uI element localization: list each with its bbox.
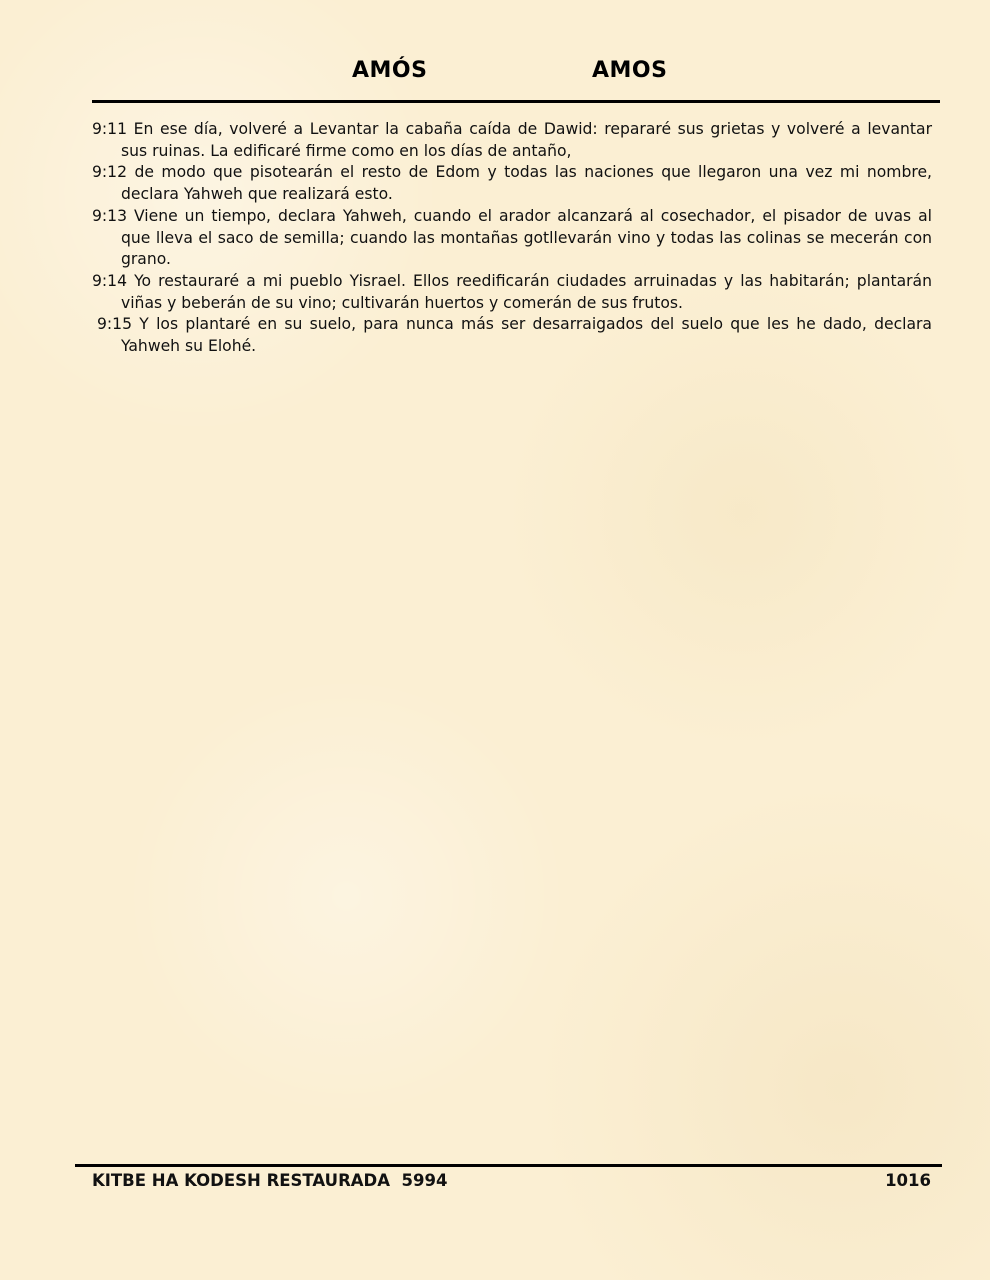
book-title-hebrew: AMOS — [592, 58, 668, 83]
footer-page-number: 1016 — [885, 1171, 931, 1190]
verse-9-14: 9:14 Yo restauraré a mi pueblo Yisrael. Ellos reedificarán ciudades arruinadas y las habitarán; plantarán viñas y beberán de su vino; cultivarán huertos y comerán de sus frutos. — [92, 271, 932, 312]
book-title-spanish: AMÓS — [352, 58, 428, 83]
verse-9-12: 9:12 de modo que pisotearán el resto de Edom y todas las naciones que llegaron una vez mi nombre, declara Yahweh que realizará esto. — [92, 163, 932, 204]
footer-book-title: KITBE HA KODESH RESTAURADA 5994 — [92, 1171, 448, 1190]
verse-list — [92, 119, 932, 358]
footer-divider — [75, 1164, 942, 1167]
verse-9-15: 9:15 Y los plantaré en su suelo, para nunca más ser desarraigados del suelo que les he dado, declara Yahweh su Elohé. — [97, 315, 932, 356]
header-divider — [92, 100, 940, 103]
verse-9-11: 9:11 En ese día, volveré a Levantar la cabaña caída de Dawid: repararé sus grietas y volveré a levantar sus ruinas. La edificaré firme como en los días de antaño, — [92, 120, 932, 160]
page-header — [0, 58, 990, 90]
verse-9-13: 9:13 Viene un tiempo, declara Yahweh, cuando el arador alcanzará al cosechador, el pisador de uvas al que lleva el saco de semilla; cuando las montañas gotllevarán vino y todas las colinas se mecerán con grano. — [92, 206, 932, 269]
